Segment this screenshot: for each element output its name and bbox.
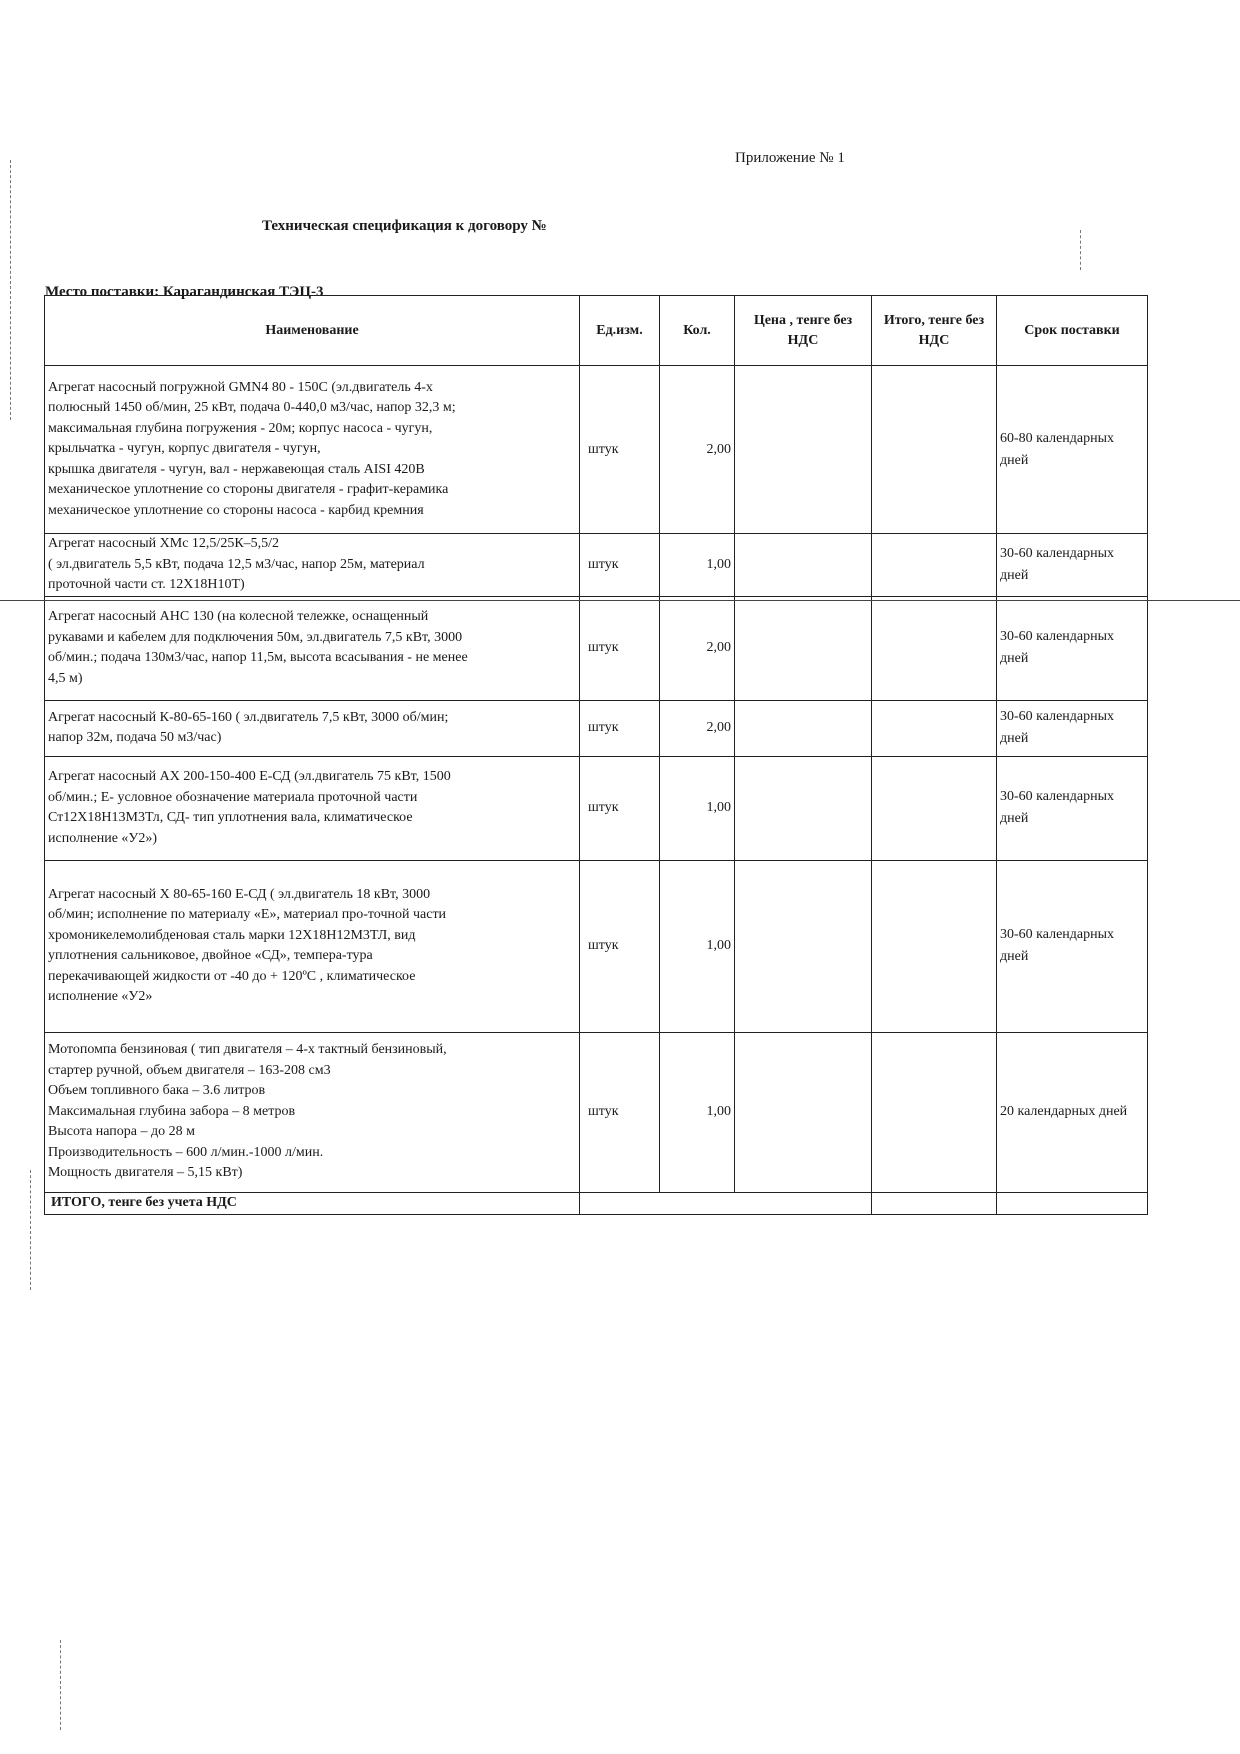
item-name-line: исполнение «У2»): [48, 830, 157, 846]
column-header-delivery-term: Срок поставки: [997, 296, 1148, 366]
item-name-line: Ст12Х18Н13М3Тл, СД- тип уплотнения вала, климатическое: [48, 810, 413, 825]
total-empty-cell: [580, 1192, 872, 1214]
item-name-line: Агрегат насосный ХМс 12,5/25К–5,5/2: [48, 536, 280, 551]
column-header-unit: Ед.изм.: [580, 296, 660, 366]
table-row: [45, 700, 1148, 756]
line-total-cell: [872, 756, 997, 860]
item-name-line: крыльчатка - чугун, корпус двигателя - чугун,: [48, 441, 321, 457]
total-label: ИТОГО, тенге без учета НДС: [45, 1192, 580, 1214]
price-cell: [735, 1032, 872, 1192]
item-name-line: Мощность двигателя – 5,15 кВт): [48, 1165, 243, 1181]
column-header-name: Наименование: [45, 296, 580, 366]
table-row: [45, 756, 1148, 860]
delivery-term-cell: 60-80 календарных дней: [997, 366, 1148, 534]
total-row: [45, 1192, 1148, 1214]
line-total-cell: [872, 1032, 997, 1192]
unit-cell: штук: [580, 366, 660, 534]
total-term-cell: [997, 1192, 1148, 1214]
item-name-line: 4,5 м): [48, 670, 83, 686]
delivery-term-cell: 20 календарных дней: [997, 1032, 1148, 1192]
quantity-cell: 1,00: [660, 756, 735, 860]
table-row: [45, 860, 1148, 1032]
unit-cell: штук: [580, 700, 660, 756]
quantity-cell: 2,00: [660, 596, 735, 700]
appendix-label: Приложение № 1: [735, 150, 845, 166]
price-cell: [735, 700, 872, 756]
item-name-line: стартер ручной, объем двигателя – 163-208 см3: [48, 1062, 331, 1078]
delivery-term-cell: 30-60 календарных дней: [997, 534, 1148, 597]
item-name-line: проточной части ст. 12Х18Н10Т): [48, 577, 245, 592]
item-name-line: рукавами и кабелем для подключения 50м, эл.двигатель 7,5 кВт, 3000: [48, 629, 463, 645]
column-header-price: Цена , тенге без НДС: [735, 296, 872, 366]
quantity-cell: 1,00: [660, 860, 735, 1032]
item-name-line: перекачивающей жидкости от -40 до + 120ºС , климатическое: [48, 968, 416, 984]
scan-artifact-dash: [10, 160, 11, 420]
quantity-cell: 2,00: [660, 700, 735, 756]
unit-cell: штук: [580, 1032, 660, 1192]
item-name-line: Объем топливного бака – 3.6 литров: [48, 1083, 266, 1099]
delivery-place: Место поставки: Карагандинская ТЭЦ-3: [45, 284, 324, 300]
line-total-cell: [872, 534, 997, 597]
scan-artifact-dash: [60, 1640, 61, 1730]
price-cell: [735, 756, 872, 860]
item-name-line: Мотопомпа бензиновая ( тип двигателя – 4-х тактный бензиновый,: [48, 1042, 447, 1058]
item-name-cell: [45, 534, 580, 597]
item-name-line: исполнение «У2»: [48, 989, 153, 1004]
price-cell: [735, 860, 872, 1032]
document-title: Техническая спецификация к договору №: [262, 218, 547, 234]
item-name-line: крышка двигателя - чугун, вал - нержавеющая сталь AISI 420B: [48, 461, 425, 477]
specification-table: [44, 295, 1148, 1215]
table-row: [45, 534, 1148, 597]
delivery-term-cell: 30-60 календарных дней: [997, 596, 1148, 700]
item-name-line: полюсный 1450 об/мин, 25 кВт, подача 0-440,0 м3/час, напор 32,3 м;: [48, 400, 456, 416]
table-row: [45, 1032, 1148, 1192]
delivery-term-cell: 30-60 календарных дней: [997, 756, 1148, 860]
item-name-line: Агрегат насосный Х 80-65-160 Е-СД ( эл.двигатель 18 кВт, 3000: [48, 886, 431, 902]
item-name-line: об/мин; исполнение по материалу «Е», материал про-точной части: [48, 907, 447, 922]
scan-artifact-dash: [30, 1170, 31, 1290]
item-name-line: механическое уплотнение со стороны насоса - карбид кремния: [48, 502, 424, 518]
scan-artifact-dash: [1080, 230, 1081, 270]
line-total-cell: [872, 596, 997, 700]
delivery-term-cell: 30-60 календарных дней: [997, 700, 1148, 756]
item-name-cell: [45, 700, 580, 756]
price-cell: [735, 596, 872, 700]
item-name-line: об/мин.; подача 130м3/час, напор 11,5м, высота всасывания - не менее: [48, 650, 468, 665]
total-amount-cell: [872, 1192, 997, 1214]
item-name-line: уплотнения сальниковое, двойное «СД», темпера-тура: [48, 948, 373, 963]
line-total-cell: [872, 860, 997, 1032]
item-name-line: Высота напора – до 28 м: [48, 1124, 195, 1140]
item-name-line: об/мин.; Е- условное обозначение материала проточной части: [48, 789, 418, 805]
unit-cell: штук: [580, 756, 660, 860]
quantity-cell: 1,00: [660, 1032, 735, 1192]
item-name-cell: [45, 1032, 580, 1192]
item-name-line: механическое уплотнение со стороны двигателя - графит-керамика: [48, 482, 449, 498]
item-name-cell: [45, 596, 580, 700]
table-row: [45, 596, 1148, 700]
item-name-line: Агрегат насосный К-80-65-160 ( эл.двигатель 7,5 кВт, 3000 об/мин;: [48, 709, 449, 725]
item-name-cell: [45, 860, 580, 1032]
line-total-cell: [872, 366, 997, 534]
item-name-line: напор 32м, подача 50 м3/час): [48, 730, 222, 745]
table-row: [45, 366, 1148, 534]
unit-cell: штук: [580, 534, 660, 597]
item-name-line: Агрегат насосный АХ 200-150-400 Е-СД (эл.двигатель 75 кВт, 1500: [48, 769, 451, 784]
item-name-line: Производительность – 600 л/мин.-1000 л/мин.: [48, 1144, 324, 1160]
item-name-line: Агрегат насосный погружной GMN4 80 - 150C (эл.двигатель 4-х: [48, 379, 433, 395]
column-header-qty: Кол.: [660, 296, 735, 366]
item-name-line: ( эл.двигатель 5,5 кВт, подача 12,5 м3/час, напор 25м, материал: [48, 556, 425, 572]
line-total-cell: [872, 700, 997, 756]
item-name-line: Агрегат насосный АНС 130 (на колесной тележке, оснащенный: [48, 609, 429, 624]
table-header-row: [45, 296, 1148, 366]
unit-cell: штук: [580, 596, 660, 700]
price-cell: [735, 366, 872, 534]
scan-artifact-line: [0, 600, 1240, 601]
item-name-line: максимальная глубина погружения - 20м; корпус насоса - чугун,: [48, 420, 433, 436]
item-name-line: хромоникелемолибденовая сталь марки 12Х18Н12М3ТЛ, вид: [48, 927, 416, 943]
item-name-cell: [45, 366, 580, 534]
item-name-line: Максимальная глубина забора – 8 метров: [48, 1103, 296, 1119]
delivery-term-cell: 30-60 календарных дней: [997, 860, 1148, 1032]
quantity-cell: 1,00: [660, 534, 735, 597]
column-header-total: Итого, тенге без НДС: [872, 296, 997, 366]
item-name-cell: [45, 756, 580, 860]
unit-cell: штук: [580, 860, 660, 1032]
price-cell: [735, 534, 872, 597]
quantity-cell: 2,00: [660, 366, 735, 534]
